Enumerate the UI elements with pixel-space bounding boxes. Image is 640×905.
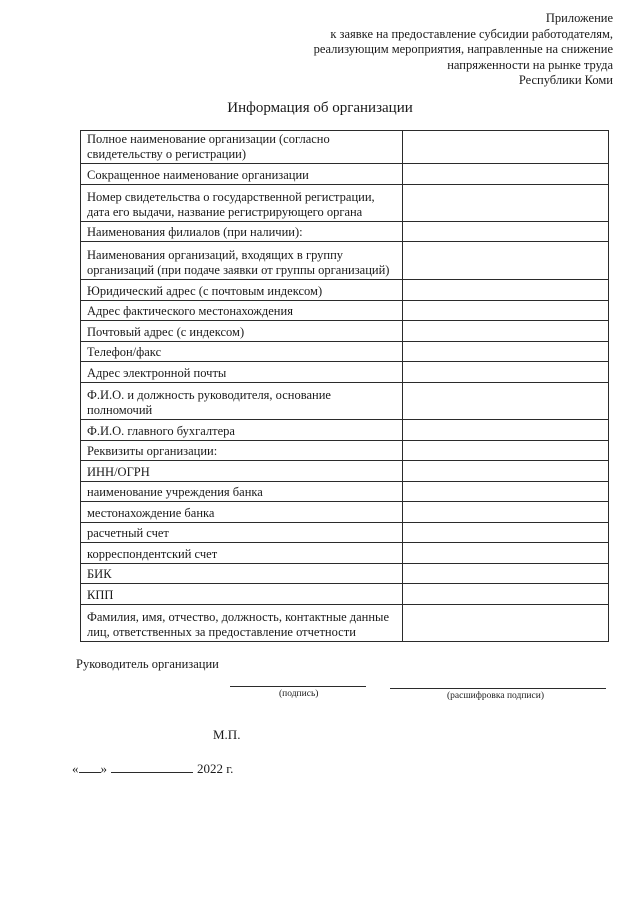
year-label: 2022 г.	[197, 761, 234, 776]
table-row	[81, 564, 609, 584]
row-value-cell[interactable]	[403, 321, 609, 342]
table-row	[81, 185, 609, 222]
row-value-cell[interactable]	[403, 131, 609, 164]
row-label: Почтовый адрес (с индексом)	[81, 321, 403, 342]
row-label: Адрес фактического местонахождения	[81, 301, 403, 321]
close-quote: »	[100, 761, 107, 776]
table-row	[81, 131, 609, 164]
month-blank[interactable]	[111, 760, 193, 773]
signature-decoding-caption: (расшифровка подписи)	[447, 691, 544, 701]
row-label: Наименования филиалов (при наличии):	[81, 222, 403, 242]
table-row	[81, 523, 609, 543]
table-row	[81, 222, 609, 242]
table-row	[81, 543, 609, 564]
row-value-cell[interactable]	[403, 482, 609, 502]
row-label: Адрес электронной почты	[81, 362, 403, 383]
row-value-cell[interactable]	[403, 420, 609, 441]
row-label: Наименования организаций, входящих в группу организаций (при подаче заявки от группы организаций)	[81, 242, 403, 280]
row-value-cell[interactable]	[403, 383, 609, 420]
table-row	[81, 502, 609, 523]
row-value-cell[interactable]	[403, 362, 609, 383]
header-line: реализующим мероприятия, направленные на снижение	[313, 42, 613, 56]
table-row	[81, 321, 609, 342]
row-label: Сокращенное наименование организации	[81, 164, 403, 185]
row-value-cell[interactable]	[403, 584, 609, 605]
table-row	[81, 383, 609, 420]
table-row	[81, 242, 609, 280]
signature-line[interactable]	[230, 686, 366, 687]
row-value-cell[interactable]	[403, 222, 609, 242]
row-label: ИНН/ОГРН	[81, 461, 403, 482]
row-label: корреспондентский счет	[81, 543, 403, 564]
row-value-cell[interactable]	[403, 301, 609, 321]
row-label: наименование учреждения банка	[81, 482, 403, 502]
row-label: КПП	[81, 584, 403, 605]
table-row	[81, 441, 609, 461]
row-label: Реквизиты организации:	[81, 441, 403, 461]
head-of-organization-label: Руководитель организации	[76, 657, 219, 671]
header-line: Приложение	[545, 11, 613, 25]
table-row	[81, 584, 609, 605]
row-value-cell[interactable]	[403, 342, 609, 362]
signature-decoding-line[interactable]	[390, 688, 606, 689]
row-label: Ф.И.О. и должность руководителя, основание полномочий	[81, 383, 403, 420]
open-quote: «	[72, 761, 79, 776]
table-row	[81, 482, 609, 502]
row-value-cell[interactable]	[403, 502, 609, 523]
header-line: Республики Коми	[518, 73, 613, 87]
row-label: Телефон/факс	[81, 342, 403, 362]
row-label: местонахождение банка	[81, 502, 403, 523]
row-label: Юридический адрес (с почтовым индексом)	[81, 280, 403, 301]
table-row	[81, 420, 609, 441]
row-label: Полное наименование организации (согласно свидетельству о регистрации)	[81, 131, 403, 164]
date-line	[72, 760, 233, 777]
row-value-cell[interactable]	[403, 280, 609, 301]
row-value-cell[interactable]	[403, 461, 609, 482]
organization-info-table	[80, 130, 609, 642]
table-row	[81, 461, 609, 482]
day-blank[interactable]	[79, 760, 101, 773]
row-label: Номер свидетельства о государственной регистрации, дата его выдачи, название регистрирующего органа	[81, 185, 403, 222]
row-value-cell[interactable]	[403, 185, 609, 222]
row-value-cell[interactable]	[403, 242, 609, 280]
table-row	[81, 280, 609, 301]
row-value-cell[interactable]	[403, 605, 609, 642]
row-label: Ф.И.О. главного бухгалтера	[81, 420, 403, 441]
table-row	[81, 164, 609, 185]
row-value-cell[interactable]	[403, 543, 609, 564]
header-line: к заявке на предоставление субсидии работодателям,	[330, 26, 613, 41]
table-row	[81, 301, 609, 321]
stamp-place-label: М.П.	[213, 727, 241, 742]
row-label: расчетный счет	[81, 523, 403, 543]
row-value-cell[interactable]	[403, 441, 609, 461]
row-value-cell[interactable]	[403, 523, 609, 543]
row-label: Фамилия, имя, отчество, должность, контактные данные лиц, ответственных за предоставление отчетности	[81, 605, 403, 642]
table-row	[81, 342, 609, 362]
row-label: БИК	[81, 564, 403, 584]
signature-caption: (подпись)	[279, 689, 319, 699]
row-value-cell[interactable]	[403, 164, 609, 185]
appendix-header	[314, 11, 613, 89]
row-value-cell[interactable]	[403, 564, 609, 584]
table-row	[81, 362, 609, 383]
table-row	[81, 605, 609, 642]
header-line: напряженности на рынке труда	[447, 57, 613, 72]
document-title: Информация об организации	[227, 100, 413, 116]
